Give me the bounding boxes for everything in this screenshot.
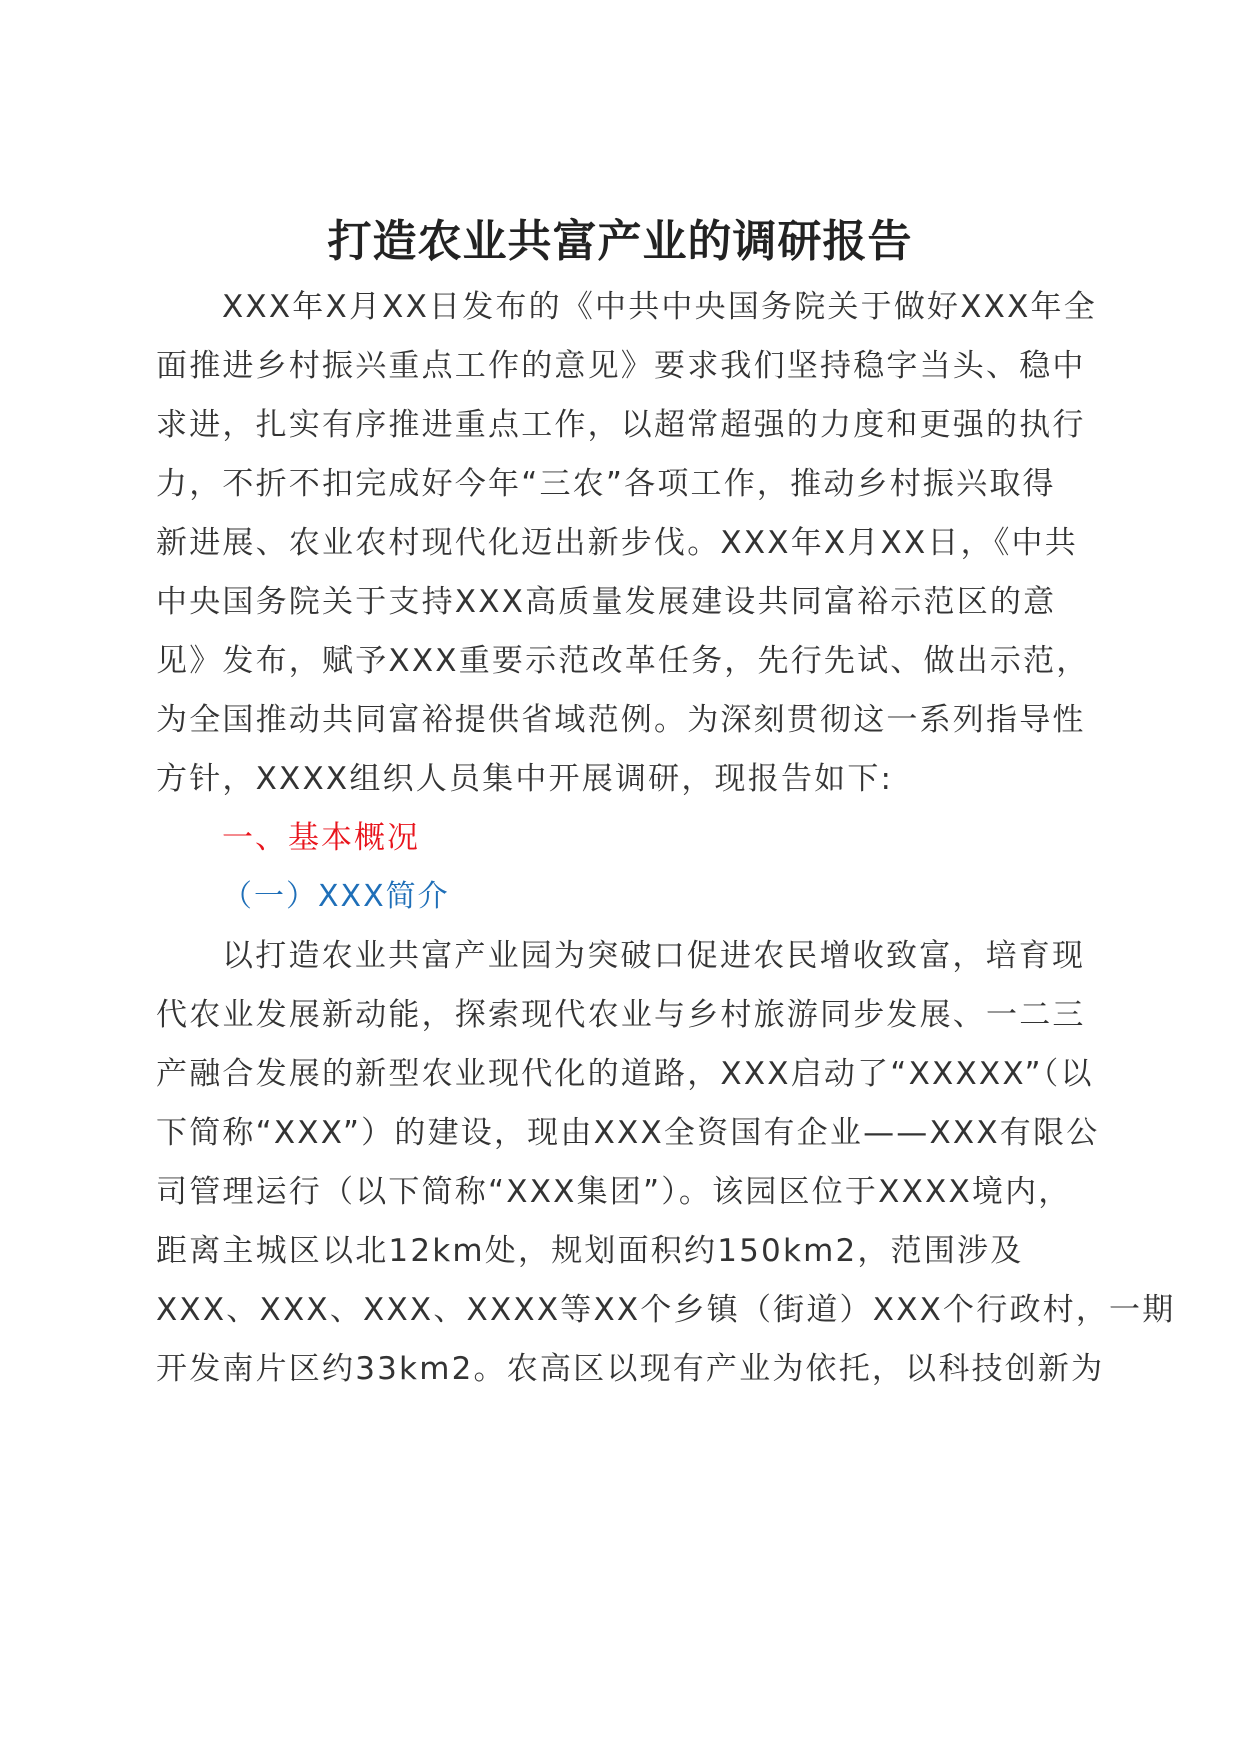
paragraph2-line: 开发南片区约33km2。农高区以现有产业为依托，以科技创新为: [156, 1351, 1105, 1387]
paragraph2-line: 距离主城区以北12km处，规划面积约150km2，范围涉及: [156, 1233, 1024, 1269]
paragraph1-line: 见》发布，赋予XXX重要示范改革任务，先行先试、做出示范，: [156, 643, 1090, 679]
section-heading: 一、基本概况: [222, 820, 420, 856]
paragraph1-line: 力，不折不扣完成好今年“三农”各项工作，推动乡村振兴取得: [156, 466, 1056, 502]
paragraph2-line: 产融合发展的新型农业现代化的道路，XXX启动了“XXXXX”（以: [156, 1056, 1094, 1092]
paragraph1-line: 方针，XXXX组织人员集中开展调研，现报告如下:: [156, 761, 894, 797]
document-title: 打造农业共富产业的调研报告: [327, 216, 913, 267]
paragraph1-line: 为全国推动共同富裕提供省域范例。为深刻贯彻这一系列指导性: [156, 702, 1086, 738]
paragraph1-line: 新进展、农业农村现代化迈出新步伐。XXX年X月XX日，《中共: [156, 525, 1078, 561]
paragraph2-line: 下简称“XXX”）的建设，现由XXX全资国有企业——XXX有限公: [156, 1115, 1100, 1151]
paragraph1-line: XXX年X月XX日发布的《中共中央国务院关于做好XXX年全: [222, 289, 1097, 325]
paragraph2-line: 司管理运行（以下简称“XXX集团”）。该园区位于XXXX境内，: [156, 1174, 1072, 1210]
subsection-heading: （一）XXX简介: [222, 879, 450, 914]
paragraph2-line: 代农业发展新动能，探索现代农业与乡村旅游同步发展、一二三: [156, 997, 1086, 1033]
paragraph1-line: 中央国务院关于支持XXX高质量发展建设共同富裕示范区的意: [156, 584, 1057, 620]
paragraph1-line: 求进，扎实有序推进重点工作，以超常超强的力度和更强的执行: [156, 407, 1086, 443]
paragraph2-line: 以打造农业共富产业园为突破口促进农民增收致富，培育现: [222, 938, 1086, 974]
paragraph1-line: 面推进乡村振兴重点工作的意见》要求我们坚持稳字当头、稳中: [156, 348, 1086, 384]
paragraph2-line: XXX、XXX、XXX、XXXX等XX个乡镇（街道）XXX个行政村，一期: [156, 1292, 1176, 1328]
